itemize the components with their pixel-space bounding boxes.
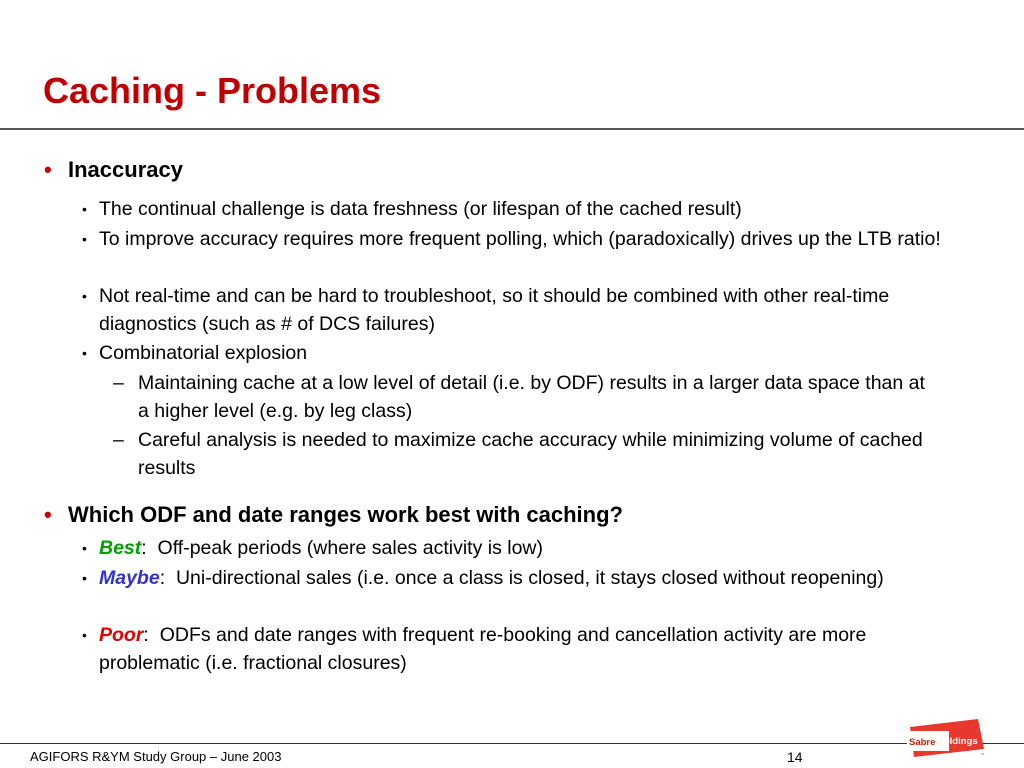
- svg-text:Holdings: Holdings: [937, 736, 978, 747]
- sub-list-item-text: Careful analysis is needed to maximize cache accuracy while minimizing volume of cached results: [138, 429, 923, 479]
- list-item-text: [99, 534, 942, 562]
- keyword-poor: Poor: [99, 624, 144, 646]
- list-item: [82, 282, 942, 338]
- bullet-icon: •: [82, 627, 87, 643]
- bullet-icon: •: [82, 345, 87, 361]
- bullet-icon: •: [44, 502, 52, 527]
- list-item-text: [99, 564, 942, 592]
- list-item: [82, 195, 942, 223]
- bullet-icon: •: [82, 570, 87, 586]
- page-number: 14: [787, 749, 803, 765]
- sub-list-item: [113, 369, 933, 425]
- dash-icon: –: [113, 372, 124, 394]
- sabre-holdings-logo: [904, 719, 986, 757]
- list-item: [82, 534, 942, 562]
- list-item-text: [99, 621, 942, 677]
- sub-list-item: [113, 426, 933, 482]
- list-item: [82, 621, 942, 677]
- item-description: Off-peak periods (where sales activity is low): [157, 537, 543, 559]
- list-item: [82, 564, 942, 592]
- section-heading-inaccuracy: [44, 157, 183, 183]
- sub-list-item-text: Maintaining cache at a low level of detail (i.e. by ODF) results in a larger data space than at a higher level (e.g. by leg class): [138, 372, 925, 422]
- item-description: ODFs and date ranges with frequent re-booking and cancellation activity are more problematic (i.e. fractional closures): [99, 624, 867, 674]
- svg-text:Sabre: Sabre: [909, 737, 936, 748]
- dash-icon: –: [113, 429, 124, 451]
- footer-divider: [0, 743, 1024, 744]
- bullet-icon: •: [82, 201, 87, 217]
- keyword-maybe: Maybe: [99, 567, 160, 589]
- title-divider: [0, 128, 1024, 130]
- bullet-icon: •: [82, 288, 87, 304]
- bullet-icon: •: [44, 157, 52, 182]
- list-item: [82, 339, 942, 367]
- keyword-best: Best: [99, 537, 142, 559]
- section-heading-caching-fit: [44, 502, 623, 528]
- list-item: [82, 225, 942, 253]
- section-heading-text: Inaccuracy: [68, 157, 183, 182]
- section-heading-text: Which ODF and date ranges work best with caching?: [68, 502, 623, 527]
- keyword-separator: :: [159, 567, 166, 589]
- bullet-icon: •: [82, 231, 87, 247]
- slide-title: Caching - Problems: [43, 70, 382, 111]
- bullet-icon: •: [82, 540, 87, 556]
- list-item-text: To improve accuracy requires more frequent polling, which (paradoxically) drives up the LTB ratio!: [99, 228, 941, 250]
- footer-text: AGIFORS R&YM Study Group – June 2003: [30, 749, 282, 764]
- keyword-separator: :: [143, 624, 149, 646]
- svg-text:™: ™: [980, 752, 984, 757]
- list-item-text: Combinatorial explosion: [99, 342, 308, 364]
- list-item-text: The continual challenge is data freshness (or lifespan of the cached result): [99, 198, 742, 220]
- item-description: Uni-directional sales (i.e. once a class is closed, it stays closed without reopening): [175, 567, 884, 589]
- keyword-separator: :: [141, 537, 147, 559]
- list-item-text: Not real-time and can be hard to troubleshoot, so it should be combined with other real-time diagnostics (such as # of DCS failures): [99, 285, 890, 335]
